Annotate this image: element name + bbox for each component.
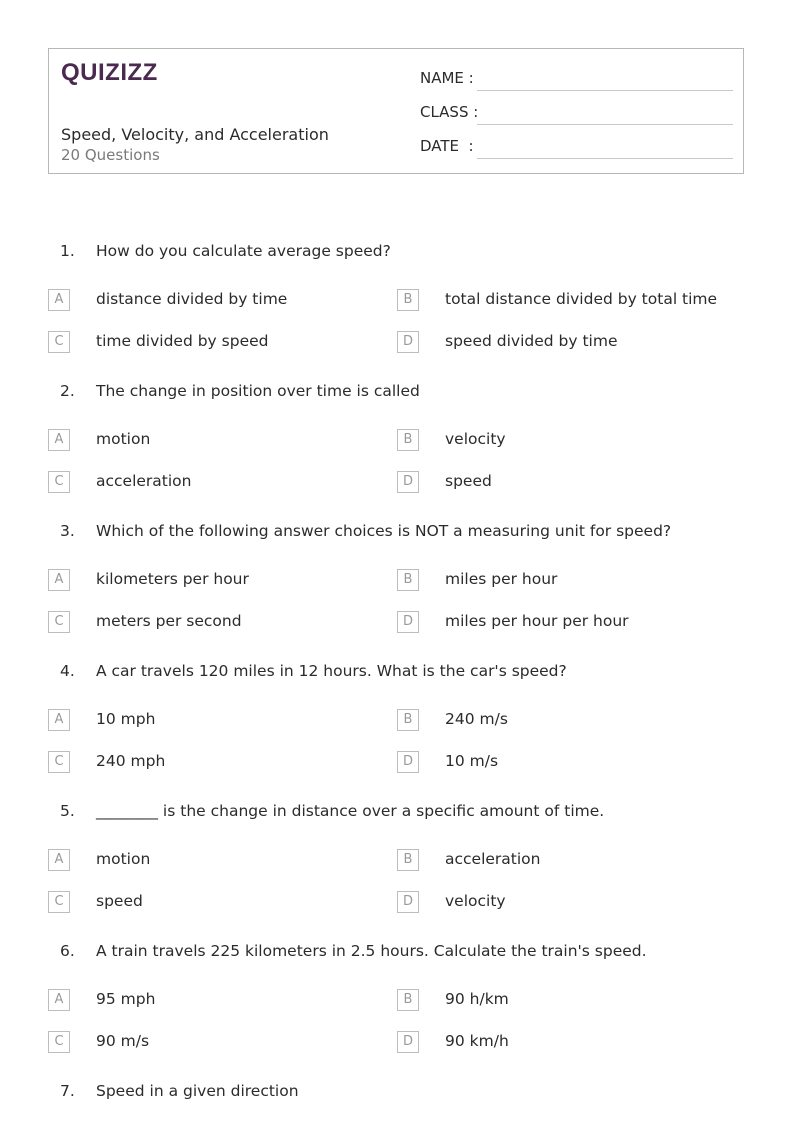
date-line	[477, 158, 733, 159]
question-text: Which of the following answer choices is NOT a measuring unit for speed?	[96, 522, 672, 540]
option-letter-box: C	[48, 1031, 70, 1053]
option-text: 90 km/h	[445, 1032, 509, 1050]
option-letter-box: B	[397, 849, 419, 871]
name-field[interactable]	[420, 69, 733, 91]
option-text: acceleration	[96, 472, 192, 490]
option-text: acceleration	[445, 850, 541, 868]
option-letter-box: A	[48, 429, 70, 451]
option-text: meters per second	[96, 612, 242, 630]
question-text: A train travels 225 kilometers in 2.5 hours. Calculate the train's speed.	[96, 942, 647, 960]
option-text: speed	[445, 472, 492, 490]
option-letter-box: D	[397, 1031, 419, 1053]
option-letter-box: B	[397, 289, 419, 311]
class-line	[477, 124, 733, 125]
option-text: miles per hour per hour	[445, 612, 629, 630]
option-text: speed divided by time	[445, 332, 618, 350]
option-text: speed	[96, 892, 143, 910]
option-text: total distance divided by total time	[445, 290, 718, 308]
question-text: ________ is the change in distance over a specific amount of time.	[96, 802, 605, 820]
option-text: 90 h/km	[445, 990, 509, 1008]
option-text: kilometers per hour	[96, 570, 249, 588]
name-line	[477, 90, 733, 91]
option-letter-box: C	[48, 891, 70, 913]
option-text: motion	[96, 850, 151, 868]
option-letter-box: D	[397, 611, 419, 633]
option-letter-box: B	[397, 569, 419, 591]
question-number: 5.	[60, 802, 75, 820]
option-letter-box: A	[48, 709, 70, 731]
option-letter-box: C	[48, 471, 70, 493]
question-number: 7.	[60, 1082, 75, 1100]
quizizz-logo: QUIZIZZ	[61, 59, 158, 86]
option-letter-box: C	[48, 331, 70, 353]
question-number: 3.	[60, 522, 75, 540]
question-text: The change in position over time is called	[96, 382, 420, 400]
option-letter-box: D	[397, 331, 419, 353]
option-text: motion	[96, 430, 151, 448]
question-number: 2.	[60, 382, 75, 400]
option-letter-box: A	[48, 849, 70, 871]
question-text: How do you calculate average speed?	[96, 242, 391, 260]
worksheet-header	[48, 48, 744, 174]
option-text: 95 mph	[96, 990, 156, 1008]
class-field[interactable]	[420, 103, 733, 125]
option-text: 90 m/s	[96, 1032, 150, 1050]
date-label: DATE :	[420, 137, 474, 155]
option-letter-box: B	[397, 989, 419, 1011]
option-text: miles per hour	[445, 570, 558, 588]
option-letter-box: A	[48, 989, 70, 1011]
option-letter-box: C	[48, 751, 70, 773]
question-count: 20 Questions	[61, 146, 160, 164]
option-text: 10 m/s	[445, 752, 499, 770]
option-letter-box: B	[397, 429, 419, 451]
question-text: Speed in a given direction	[96, 1082, 299, 1100]
option-text: 240 m/s	[445, 710, 508, 728]
option-letter-box: D	[397, 751, 419, 773]
date-field[interactable]	[420, 137, 733, 159]
question-text: A car travels 120 miles in 12 hours. What is the car's speed?	[96, 662, 567, 680]
option-text: time divided by speed	[96, 332, 269, 350]
option-letter-box: C	[48, 611, 70, 633]
option-letter-box: D	[397, 471, 419, 493]
question-number: 1.	[60, 242, 75, 260]
name-label: NAME :	[420, 69, 474, 87]
class-label: CLASS :	[420, 103, 479, 121]
option-letter-box: A	[48, 569, 70, 591]
option-text: 10 mph	[96, 710, 156, 728]
option-letter-box: B	[397, 709, 419, 731]
option-text: distance divided by time	[96, 290, 288, 308]
option-text: velocity	[445, 430, 506, 448]
option-text: 240 mph	[96, 752, 166, 770]
option-text: velocity	[445, 892, 506, 910]
option-letter-box: A	[48, 289, 70, 311]
question-number: 4.	[60, 662, 75, 680]
worksheet-title: Speed, Velocity, and Acceleration	[61, 125, 329, 144]
question-number: 6.	[60, 942, 75, 960]
option-letter-box: D	[397, 891, 419, 913]
